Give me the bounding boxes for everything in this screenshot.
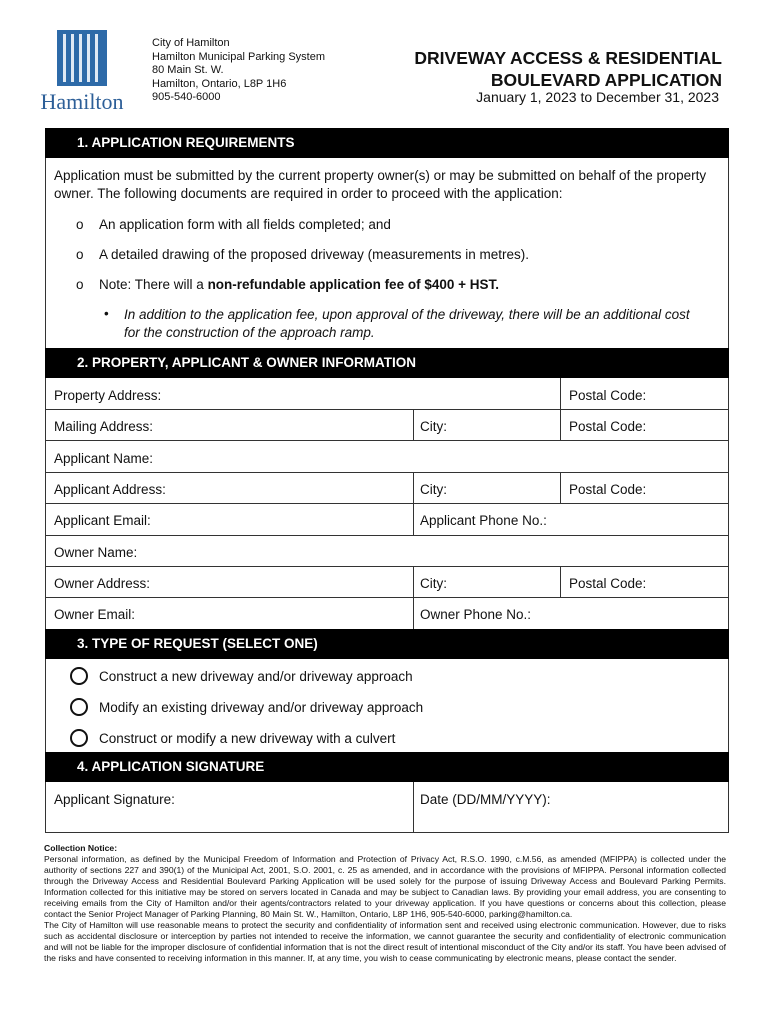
mailing-address-field[interactable]: Mailing Address: [54,419,154,434]
org-line: Hamilton Municipal Parking System [152,50,326,63]
divider [560,566,561,597]
signature-date-field[interactable]: Date (DD/MM/YYYY): [420,792,551,807]
list-bullet: o [76,277,84,292]
title-line: BOULEVARD APPLICATION [490,70,722,90]
applicant-address-field[interactable]: Applicant Address: [54,482,166,497]
org-line: Hamilton, Ontario, L8P 1H6 [152,77,287,90]
collection-notice-paragraph: The City of Hamilton will use reasonable means to protect the security and confidentiality of information sent and received using electronic communication. However, due to risks such as accidental disclosure or interception by parties not intended to receive the information, we cannot guarantee the security and confidentiality of electronic communication and will not be liable for the improper disclosure of confidential information that is not the direct result of intentional misconduct of the City and/or its staff. You have been advised of the risks and have consented to receiving information in this manner. If, at any time, you wish to cease communicating by electronic means, please contact the sender. [44,920,726,963]
applicant-signature-field[interactable]: Applicant Signature: [54,792,175,807]
applicant-city-field[interactable]: City: [420,482,447,497]
fee-note-bold: non-refundable application fee of $400 + HST. [207,277,499,292]
intro-text: owner. The following documents are required in order to proceed with the application: [54,186,563,201]
divider [560,472,561,503]
org-line: 905-540-6000 [152,91,221,103]
logo-wordmark: Hamilton [40,89,124,114]
applicant-name-field[interactable]: Applicant Name: [54,451,154,466]
applicant-email-field[interactable]: Applicant Email: [54,513,151,528]
divider [413,782,414,833]
applicant-phone-field[interactable]: Applicant Phone No.: [420,513,547,528]
list-bullet: o [76,247,84,262]
document-title [414,47,722,91]
divider [45,409,729,410]
form-frame [45,128,729,833]
collection-notice [44,843,726,964]
fee-note-prefix: Note: There will a [99,277,208,292]
property-address-field[interactable]: Property Address: [54,388,162,403]
divider [413,472,414,503]
title-line: DRIVEWAY ACCESS & RESIDENTIAL [414,48,722,68]
collection-notice-title: Collection Notice: [44,843,118,853]
section-4-heading: 4. APPLICATION SIGNATURE [45,752,729,782]
list-item: A detailed drawing of the proposed driveway (measurements in metres). [99,247,529,262]
owner-city-field[interactable]: City: [420,576,447,591]
list-item: An application form with all fields completed; and [99,217,391,232]
org-line: 80 Main St. W. [152,64,224,76]
list-bullet: o [76,217,84,232]
divider [45,566,729,567]
section-1-heading: 1. APPLICATION REQUIREMENTS [45,128,729,158]
request-option-radio[interactable] [70,729,88,747]
section-3-heading: 3. TYPE OF REQUEST (SELECT ONE) [45,629,729,659]
divider [560,378,561,409]
divider [45,440,729,441]
hamilton-logo [30,28,134,114]
divider [45,472,729,473]
owner-address-field[interactable]: Owner Address: [54,576,151,591]
applicant-postal-code-field[interactable]: Postal Code: [569,482,647,497]
collection-notice-paragraph: Personal information, as defined by the Municipal Freedom of Information and Protection of Privacy Act, R.S.O. 1990, c.M.56, as amended (MFIPPA) is collected under the authority of sections 227 and 390(1) of the Municipal Act, 2001, S.O. 2001, c. 25 as amended, and in accordance with the provisions of MFIPPA. Personal information collected through the Driveway Access and Residential Boulevard Parking Application will be used solely for the purpose of issuing Driveway Access and Boulevard Parking Permits. Information collected for this initiative may be stored on servers located in Canada and may be subject to Canadian laws. By providing your email address, you are consenting to receiving emails from the City of Hamilton and/or their agents/contractors related to your driveway application. If you have questions or concerns about this collection, please contact the Senior Project Manager of Parking Planning, 80 Main St. W., Hamilton, Ontario, L8P 1H6, 905-540-6000, parking@hamilton.ca. [44,854,726,919]
divider [45,597,729,598]
owner-postal-code-field[interactable]: Postal Code: [569,576,647,591]
divider [45,503,729,504]
document-dates: January 1, 2023 to December 31, 2023 [476,89,719,105]
owner-phone-field[interactable]: Owner Phone No.: [420,607,532,622]
owner-name-field[interactable]: Owner Name: [54,545,138,560]
request-option-label[interactable]: Construct a new driveway and/or driveway approach [99,669,413,684]
divider [560,409,561,440]
divider [413,566,414,597]
request-option-radio[interactable] [70,698,88,716]
organization-address [152,37,325,105]
sub-item-text: for the construction of the approach ramp. [124,325,375,340]
divider [413,503,414,535]
mailing-postal-code-field[interactable]: Postal Code: [569,419,647,434]
divider [413,409,414,440]
request-option-label[interactable]: Modify an existing driveway and/or driveway approach [99,700,424,715]
intro-text: Application must be submitted by the current property owner(s) or may be submitted on behalf of the property [54,168,707,183]
property-postal-code-field[interactable]: Postal Code: [569,388,647,403]
mailing-city-field[interactable]: City: [420,419,447,434]
request-option-label[interactable]: Construct or modify a new driveway with a culvert [99,731,396,746]
divider [413,597,414,629]
section-2-heading: 2. PROPERTY, APPLICANT & OWNER INFORMATION [45,348,729,378]
divider [45,535,729,536]
owner-email-field[interactable]: Owner Email: [54,607,136,622]
sub-item-text: In addition to the application fee, upon approval of the driveway, there will be an additional cost [124,307,690,322]
sub-bullet: • [104,306,109,321]
fee-note [99,277,499,292]
request-option-radio[interactable] [70,667,88,685]
org-line: City of Hamilton [152,37,230,49]
hamilton-logo-mark [57,30,107,86]
